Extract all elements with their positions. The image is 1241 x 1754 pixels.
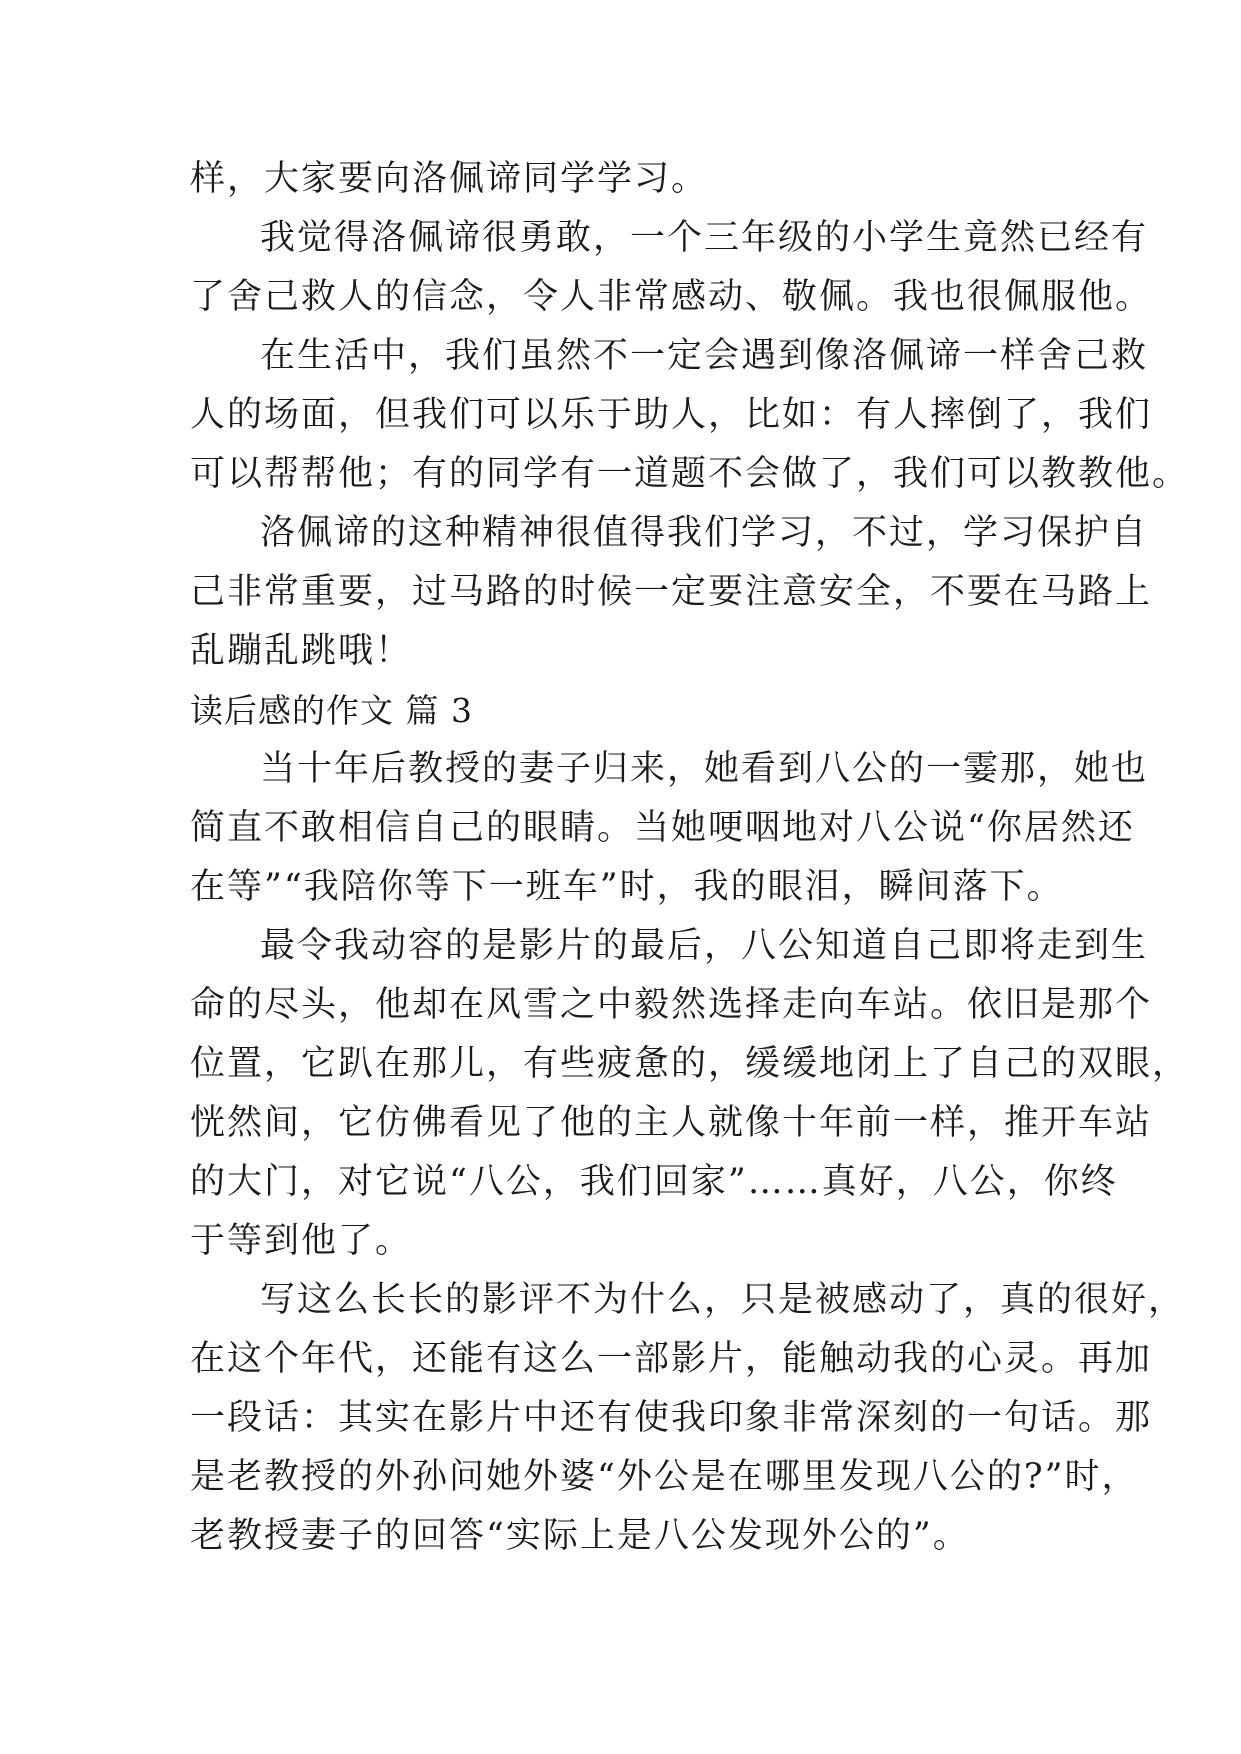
paragraph-line: 写这么长长的影评不为什么，只是被感动了，真的很好， xyxy=(260,1280,1186,1320)
paragraph-line: 的大门，对它说“八公，我们回家”……真好，八公，你终 xyxy=(190,1162,1118,1202)
paragraph-line: 可以帮帮他；有的同学有一道题不会做了，我们可以教教他。 xyxy=(190,454,1190,494)
paragraph-line: 在等”“我陪你等下一班车”时，我的眼泪，瞬间落下。 xyxy=(190,867,1064,907)
section-heading: 读后感的作文 篇 3 xyxy=(190,691,473,730)
paragraph-line: 于等到他了。 xyxy=(190,1221,413,1261)
paragraph-line: 己非常重要，过马路的时候一定要注意安全，不要在马路上 xyxy=(190,572,1153,612)
paragraph-line: 在这个年代，还能有这么一部影片，能触动我的心灵。再加 xyxy=(190,1339,1153,1379)
paragraph-line: 在生活中，我们虽然不一定会遇到像洛佩谛一样舍己救 xyxy=(260,336,1149,376)
paragraph-line: 位置，它趴在那儿，有些疲惫的，缓缓地闭上了自己的双眼， xyxy=(190,1044,1190,1084)
paragraph-line: 人的场面，但我们可以乐于助人，比如：有人摔倒了，我们 xyxy=(190,395,1153,435)
paragraph-line: 恍然间，它仿佛看见了他的主人就像十年前一样，推开车站 xyxy=(190,1103,1153,1143)
document-page xyxy=(190,150,1190,1566)
paragraph-line: 样，大家要向洛佩谛同学学习。 xyxy=(190,159,709,199)
paragraph-line: 命的尽头，他却在风雪之中毅然选择走向车站。依旧是那个 xyxy=(190,985,1153,1025)
paragraph-line: 洛佩谛的这种精神很值得我们学习，不过，学习保护自 xyxy=(260,513,1149,553)
paragraph-line: 了舍己救人的信念，令人非常感动、敬佩。我也很佩服他。 xyxy=(190,277,1153,317)
paragraph-line: 当十年后教授的妻子归来，她看到八公的一霎那，她也 xyxy=(260,749,1149,789)
paragraph-line: 乱蹦乱跳哦！ xyxy=(190,631,413,671)
paragraph-line: 最令我动容的是影片的最后，八公知道自己即将走到生 xyxy=(260,926,1149,966)
paragraph-line: 是老教授的外孙问她外婆“外公是在哪里发现八公的?”时， xyxy=(190,1457,1139,1497)
paragraph-line: 我觉得洛佩谛很勇敢，一个三年级的小学生竟然已经有 xyxy=(260,218,1149,258)
paragraph-line: 老教授妻子的回答“实际上是八公发现外公的”。 xyxy=(190,1516,970,1556)
paragraph-line: 简直不敢相信自己的眼睛。当她哽咽地对八公说“你居然还 xyxy=(190,808,1135,848)
paragraph-line: 一段话：其实在影片中还有使我印象非常深刻的一句话。那 xyxy=(190,1398,1153,1438)
